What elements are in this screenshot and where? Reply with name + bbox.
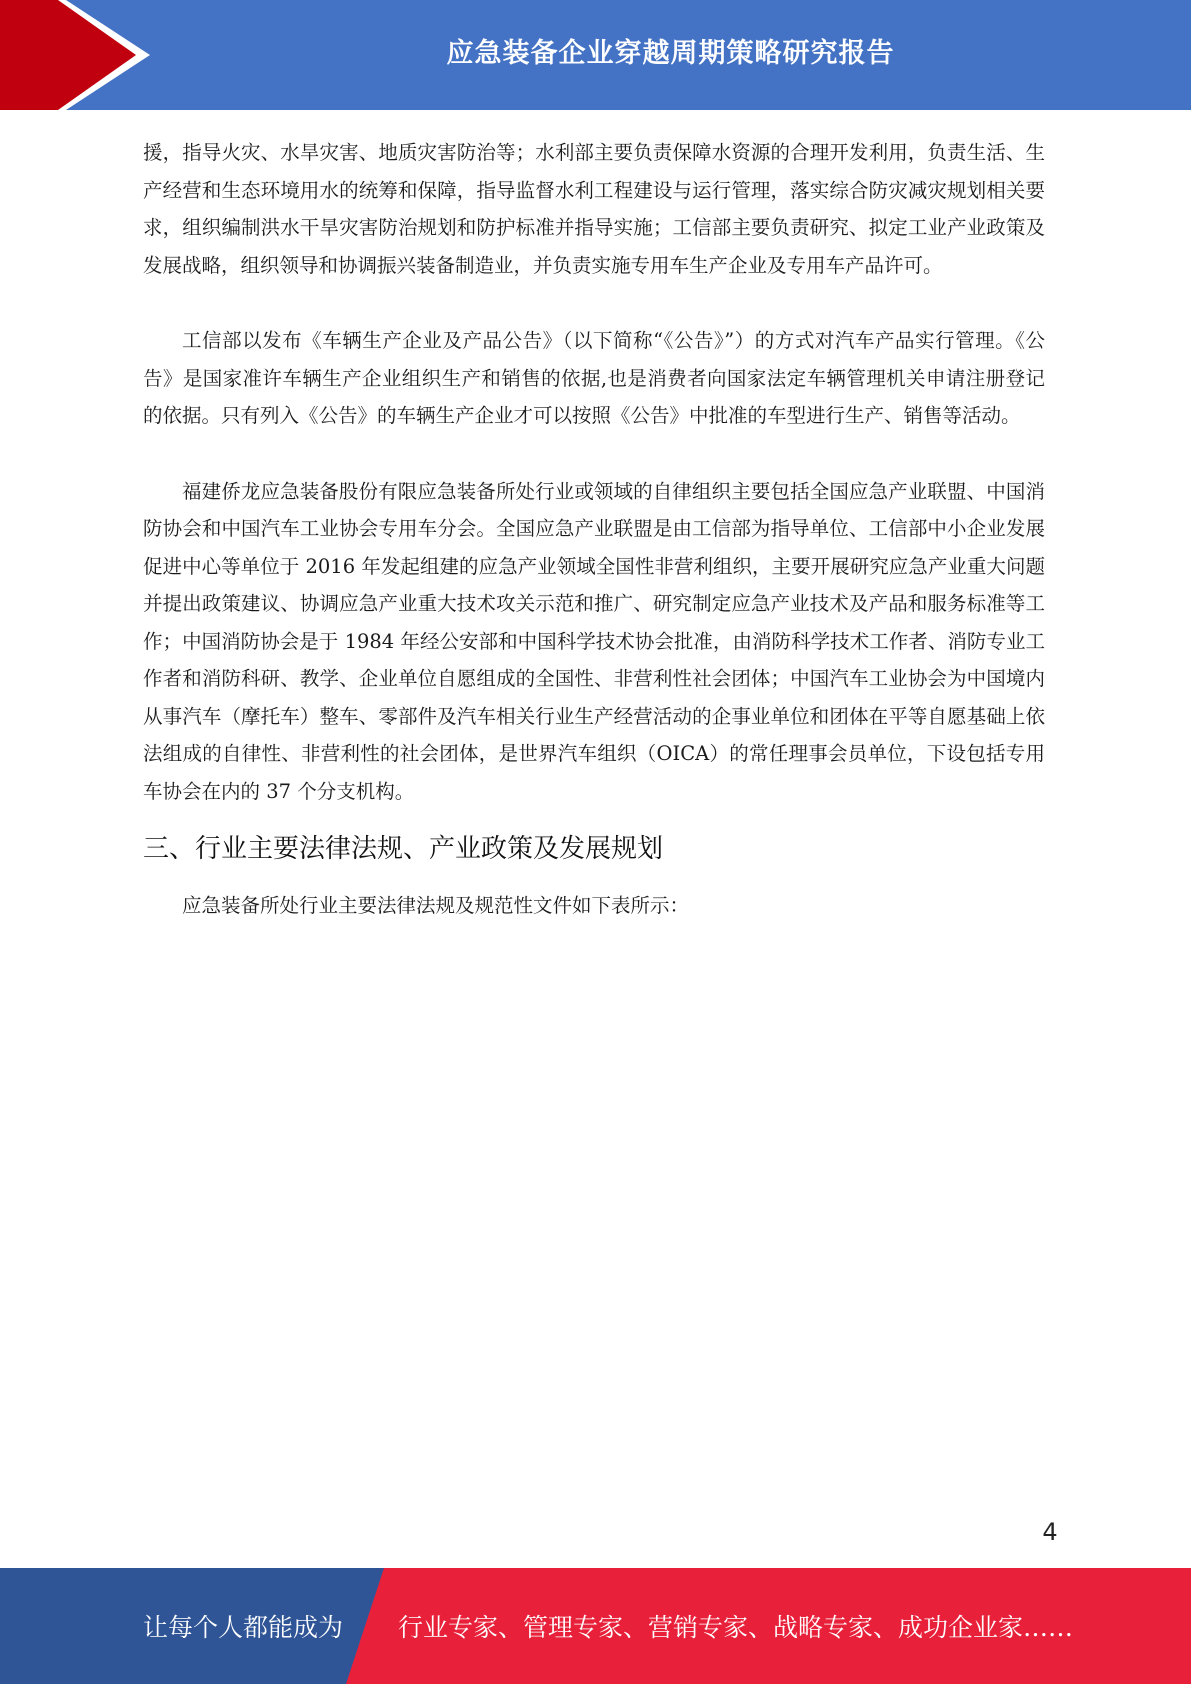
page-header: [0, 0, 1191, 110]
report-title: 应急装备企业穿越周期策略研究报告: [446, 37, 895, 69]
paragraph-3: 福建侨龙应急装备股份有限应急装备所处行业或领域的自律组织主要包括全国应急产业联盟、中国消防协会和中国汽车工业协会专用车分会。全国应急产业联盟是由工信部为指导单位、工信部中小企业发展促进中心等单位于 2016 年发起组建的应急产业领域全国性非营利组织，主要开展研究应急产业重大问题并提出政策建议、协调应急产业重大技术攻关示范和推广、研究制定应急产业技术及产品和服务标准等工作；中国消防协会是于 1984 年经公安部和中国科学技术协会批准，由消防科学技术工作者、消防专业工作者和消防科研、教学、企业单位自愿组成的全国性、非营利性社会团体；中国汽车工业协会为中国境内从事汽车（摩托车）整车、零部件及汽车相关行业生产经营活动的企事业单位和团体在平等自愿基础上依法组成的自律性、非营利性的社会团体，是世界汽车组织（OICA）的常任理事会员单位，下设包括专用车协会在内的 37 个分支机构。: [143, 479, 1045, 803]
document-body: [143, 134, 1045, 925]
footer-slogan-right: 行业专家、管理专家、营销专家、战略专家、成功企业家……: [398, 1613, 1074, 1642]
footer-slogan-left: 让每个人都能成为: [143, 1613, 344, 1642]
page-footer: [0, 1568, 1191, 1684]
header-chevron-graphic: [0, 0, 160, 110]
section-intro: 应急装备所处行业主要法律法规及规范性文件如下表所示：: [182, 894, 690, 917]
paragraph-2: 工信部以发布《车辆生产企业及产品公告》（以下简称“《公告》”）的方式对汽车产品实行管理。《公告》是国家准许车辆生产企业组织生产和销售的依据,也是消费者向国家法定车辆管理机关申请注册登记的依据。只有列入《公告》的车辆生产企业才可以按照《公告》中批准的车型进行生产、销售等活动。: [143, 329, 1045, 427]
paragraph-1: 援，指导火灾、水旱灾害、地质灾害防治等；水利部主要负责保障水资源的合理开发利用，负责生活、生产经营和生态环境用水的统筹和保障，指导监督水利工程建设与运行管理，落实综合防灾减灾规划相关要求，组织编制洪水干旱灾害防治规划和防护标准并指导实施；工信部主要负责研究、拟定工业产业政策及发展战略，组织领导和协调振兴装备制造业，并负责实施专用车生产企业及专用车产品许可。: [143, 141, 1045, 277]
section-heading: 三、行业主要法律法规、产业政策及发展规划: [143, 834, 664, 864]
page-number: 4: [1042, 1518, 1058, 1546]
